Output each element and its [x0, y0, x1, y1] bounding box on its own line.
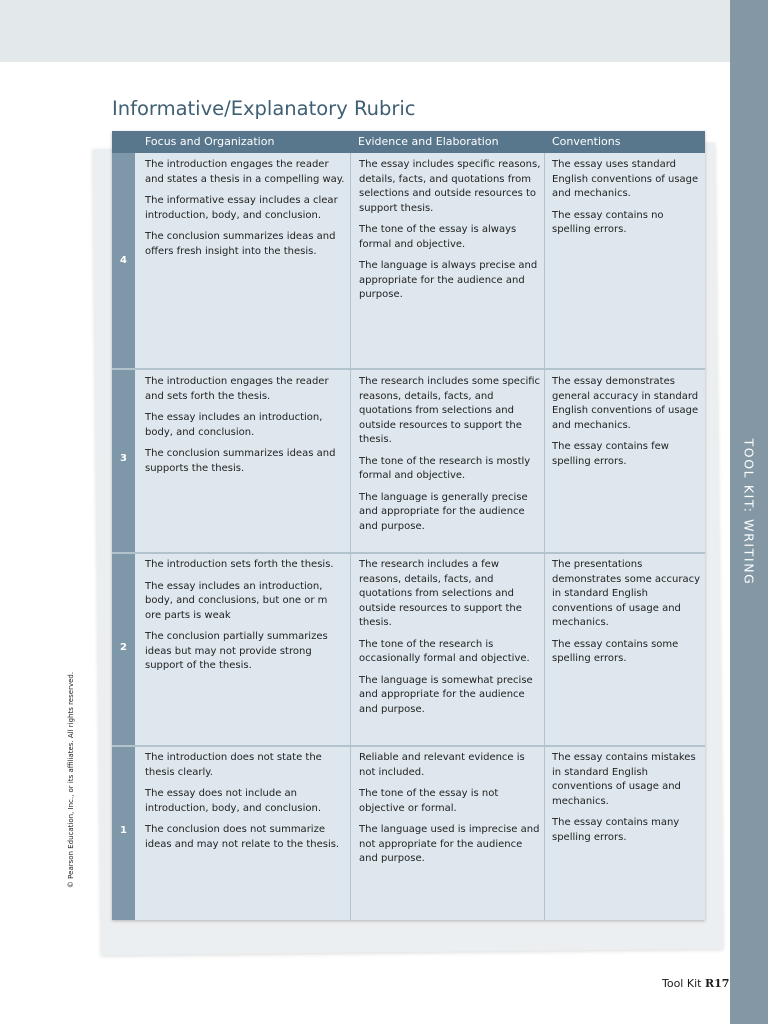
footer-label: Tool Kit — [662, 977, 702, 990]
criterion-text: The introduction engages the reader and sets forth the thesis. — [145, 376, 329, 402]
criterion-text: The language used is imprecise and not appropriate for the audience and purpose. — [359, 824, 540, 864]
evidence-cell-1 — [359, 751, 541, 874]
row-divider — [112, 745, 705, 747]
score-3: 3 — [120, 453, 127, 464]
criterion-text: The research includes a few reasons, details, facts, and quotations from selections and outside resources to support the thesis. — [359, 559, 522, 628]
focus-cell-1 — [145, 751, 345, 859]
conventions-cell-3 — [552, 375, 702, 476]
page-number: R17 — [704, 977, 730, 990]
criterion-text: The informative essay includes a clear introduction, body, and conclusion. — [145, 195, 338, 221]
evidence-cell-2 — [359, 558, 541, 724]
criterion-text: The essay contains no spelling errors. — [552, 209, 664, 235]
criterion-text: The essay does not include an introduction, body, and conclusion. — [145, 788, 322, 814]
header-evidence: Evidence and Elaboration — [358, 135, 499, 148]
header-conventions: Conventions — [552, 135, 621, 148]
criterion-text: The tone of the research is mostly formal and objective. — [359, 455, 531, 481]
criterion-text: The tone of the essay is always formal and objective. — [359, 224, 517, 250]
page-title: Informative/Explanatory Rubric — [112, 97, 416, 120]
criterion-text: The language is somewhat precise and appropriate for the audience and purpose. — [359, 674, 533, 715]
row-divider — [112, 368, 705, 370]
focus-cell-4 — [145, 158, 345, 266]
criterion-text: The tone of the research is occasionally formal and objective. — [359, 638, 530, 664]
criterion-text: The essay contains many spelling errors. — [552, 817, 680, 843]
criterion-text: The essay contains mistakes in standard English conventions of usage and mechanics. — [552, 752, 696, 807]
criterion-text: The essay demonstrates general accuracy in standard English conventions of usage and mechanics. — [552, 376, 699, 431]
criterion-text: The introduction engages the reader and states a thesis in a compelling way. — [145, 159, 345, 185]
criterion-text: The essay includes specific reasons, details, facts, and quotations from selections and outside resources to support thesis. — [359, 159, 541, 214]
conventions-cell-4 — [552, 158, 702, 245]
criterion-text: The tone of the essay is not objective or formal. — [359, 788, 499, 814]
rubric-table — [112, 131, 705, 920]
conventions-cell-2 — [552, 558, 702, 674]
criterion-text: The conclusion does not summarize ideas and may not relate to the thesis. — [145, 824, 340, 850]
score-1: 1 — [120, 825, 127, 836]
criterion-text: The language is generally precise and appropriate for the audience and purpose. — [359, 491, 528, 532]
column-divider — [350, 153, 351, 920]
top-band — [0, 0, 730, 62]
criterion-text: Reliable and relevant evidence is not included. — [359, 752, 525, 778]
criterion-text: The essay contains some spelling errors. — [552, 638, 679, 664]
focus-cell-3 — [145, 375, 345, 483]
criterion-text: The essay includes an introduction, body, and conclusion. — [145, 412, 323, 438]
page-footer — [662, 977, 729, 990]
header-focus: Focus and Organization — [145, 135, 275, 148]
score-4: 4 — [120, 255, 127, 266]
side-label: TOOL KIT: WRITING — [741, 438, 757, 586]
copyright-notice: © Pearson Education, Inc., or its affiliates. All rights reserved. — [67, 671, 75, 889]
criterion-text: The introduction sets forth the thesis. — [145, 559, 334, 570]
table-header — [112, 131, 705, 153]
score-2: 2 — [120, 642, 127, 653]
criterion-text: The presentations demonstrates some accuracy in standard English conventions of usage and mechanics. — [552, 559, 701, 628]
criterion-text: The essay includes an introduction, body, and conclusions, but one or m ore parts is weak — [145, 580, 328, 621]
focus-cell-2 — [145, 558, 345, 681]
criterion-text: The conclusion partially summarizes ideas but may not provide strong support of the thesis. — [145, 631, 328, 671]
evidence-cell-4 — [359, 158, 541, 310]
criterion-text: The conclusion summarizes ideas and offers fresh insight into the thesis. — [145, 231, 336, 257]
column-divider — [544, 153, 545, 920]
score-column — [112, 153, 135, 920]
criterion-text: The language is always precise and appropriate for the audience and purpose. — [359, 260, 538, 300]
criterion-text: The introduction does not state the thesis clearly. — [145, 752, 322, 778]
evidence-cell-3 — [359, 375, 541, 541]
criterion-text: The essay uses standard English conventions of usage and mechanics. — [552, 159, 699, 199]
conventions-cell-1 — [552, 751, 702, 852]
criterion-text: The research includes some specific reasons, details, facts, and quotations from selections and outside resources to support the thesis. — [359, 376, 541, 445]
criterion-text: The conclusion summarizes ideas and supports the thesis. — [145, 448, 336, 474]
criterion-text: The essay contains few spelling errors. — [552, 441, 669, 467]
row-divider — [112, 552, 705, 554]
